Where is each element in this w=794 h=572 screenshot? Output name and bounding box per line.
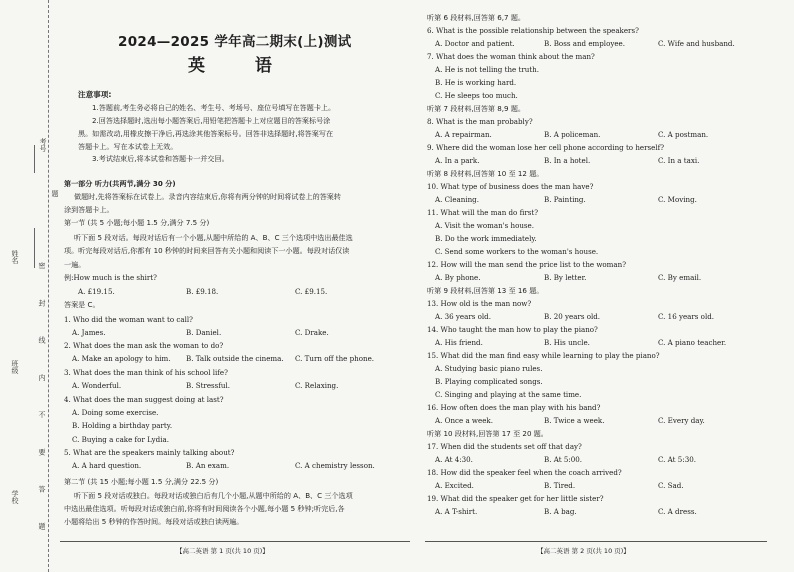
sec2-intro: 中选出最佳选项。听每段对话或独白前,你将有时间阅读各个小题,每小题 5 秒钟;听完后,各 <box>64 504 345 513</box>
option-a[interactable]: A. Studying basic piano rules. <box>435 364 543 373</box>
option-c[interactable]: C. At 5:30. <box>658 455 696 464</box>
option-b[interactable]: B. Holding a birthday party. <box>72 421 173 430</box>
question-text: 13. How old is the man now? <box>427 299 532 308</box>
option-a[interactable]: A. 36 years old. <box>435 312 491 321</box>
option-b[interactable]: B. Painting. <box>544 195 586 204</box>
part1-intro: 做题时,先将答案标在试卷上。录音内容结束后,你将有两分钟的时间将试卷上的答案转 <box>74 192 341 201</box>
option-b[interactable]: B. An exam. <box>186 461 230 470</box>
school-label: 学校 <box>11 490 19 504</box>
notes-line: 黑。如需改动,用橡皮擦干净后,再选涂其他答案标号。回答非选择题时,将答案写在 <box>78 129 334 138</box>
question-text: 11. What will the man do first? <box>427 208 538 217</box>
option-b[interactable]: B. Daniel. <box>186 328 222 337</box>
option-b[interactable]: B. At 5:00. <box>544 455 583 464</box>
sec1-intro: 项。听完每段对话后,你都有 10 秒钟的时间来回答有关小题和阅读下一小题。每段对话仅读 <box>64 246 350 255</box>
option-c[interactable]: C. Moving. <box>658 195 697 204</box>
option-b[interactable]: B. Stressful. <box>186 381 231 390</box>
notes-heading: 注意事项: <box>78 90 112 99</box>
option-b[interactable]: B. He is working hard. <box>435 78 517 87</box>
material-heading: 听第 10 段材料,回答第 17 至 20 题。 <box>427 429 548 438</box>
question-text: 7. What does the woman think about the man? <box>427 52 595 61</box>
seal-line-text: 密 封 线 内 不 要 答 题 <box>38 262 46 544</box>
question-text: 9. Where did the woman lose her cell phone according to herself? <box>427 143 665 152</box>
option-b[interactable]: B. Twice a week. <box>544 416 605 425</box>
question-text: 12. How will the man send the price list to the woman? <box>427 260 627 269</box>
footer-rule <box>425 541 767 542</box>
question-text: 14. Who taught the man how to play the piano? <box>427 325 598 334</box>
option-c[interactable]: C. Singing and playing at the same time. <box>435 390 582 399</box>
option-a[interactable]: A. Once a week. <box>435 416 493 425</box>
notes-line: 1.答题前,考生务必将自己的姓名、考生号、考场号、座位号填写在答题卡上。 <box>92 103 336 112</box>
option-a[interactable]: A. Doing some exercise. <box>72 408 159 417</box>
option-a[interactable]: A. By phone. <box>435 273 481 282</box>
question-text: 15. What did the man find easy while learning to play the piano? <box>427 351 660 360</box>
option-c[interactable]: C. By email. <box>658 273 702 282</box>
question-text: 8. What is the man probably? <box>427 117 533 126</box>
question-text: 5. What are the speakers mainly talking about? <box>64 448 235 457</box>
example-option-b: B. £9.18. <box>186 287 219 296</box>
example-answer: 答案是 C。 <box>64 300 100 309</box>
option-a[interactable]: A. Cleaning. <box>435 195 479 204</box>
sec1-intro: 听下面 5 段对话。每段对话后有一个小题,从题中所给的 A、B、C 三个选项中选出最佳选 <box>74 233 353 242</box>
option-c[interactable]: C. He sleeps too much. <box>435 91 518 100</box>
option-a[interactable]: A. His friend. <box>435 338 483 347</box>
example-option-a: A. £19.15. <box>78 287 115 296</box>
option-a[interactable]: A. A T-shirt. <box>435 507 478 516</box>
exam-no-line <box>34 145 35 173</box>
part1-heading: 第一部分 听力(共两节,满分 30 分) <box>64 179 176 188</box>
option-b[interactable]: B. 20 years old. <box>544 312 601 321</box>
page-footer: 【高二英语 第 2 页(共 10 页)】 <box>537 547 630 555</box>
option-c[interactable]: C. Buying a cake for Lydia. <box>72 435 169 444</box>
option-c[interactable]: C. Sad. <box>658 481 684 490</box>
option-b[interactable]: B. A policeman. <box>544 130 601 139</box>
sec2-intro: 听下面 5 段对话或独白。每段对话或独白后有几个小题,从题中所给的 A、B、C 三个选项 <box>74 491 353 500</box>
option-c[interactable]: C. 16 years old. <box>658 312 715 321</box>
material-heading: 听第 7 段材料,回答第 8,9 题。 <box>427 104 526 113</box>
option-c[interactable]: C. Drake. <box>295 328 329 337</box>
example-question: 例:How much is the shirt? <box>64 273 157 282</box>
name-label: 姓名 <box>11 250 19 264</box>
option-a[interactable]: A. He is not telling the truth. <box>435 65 539 74</box>
question-text: 1. Who did the woman want to call? <box>64 315 193 324</box>
option-a[interactable]: A. At 4:30. <box>435 455 473 464</box>
option-c[interactable]: C. Wife and husband. <box>658 39 735 48</box>
exam-no-label: 考号 <box>39 138 47 152</box>
seal-dashed-line <box>48 0 49 572</box>
name-line <box>34 228 35 268</box>
question-text: 17. When did the students set off that day? <box>427 442 582 451</box>
option-a[interactable]: A. Excited. <box>435 481 474 490</box>
option-b[interactable]: B. By letter. <box>544 273 587 282</box>
subject-title: 英 语 <box>188 56 294 76</box>
question-text: 19. What did the speaker get for her little sister? <box>427 494 604 503</box>
sec1-intro: 一遍。 <box>64 260 86 269</box>
option-a[interactable]: A. A hard question. <box>72 461 142 470</box>
option-a[interactable]: A. Wonderful. <box>72 381 122 390</box>
notes-line: 答题卡上。写在本试卷上无效。 <box>78 142 178 151</box>
question-text: 3. What does the man think of his school life? <box>64 368 228 377</box>
option-b[interactable]: B. Talk outside the cinema. <box>186 354 284 363</box>
binding-margin <box>0 0 62 572</box>
option-a[interactable]: A. A repairman. <box>435 130 492 139</box>
exam-title: 2024—2025 学年高二期末(上)测试 <box>118 34 352 50</box>
notes-line: 3.考试结束后,将本试卷和答题卡一并交回。 <box>92 154 229 163</box>
question-text: 6. What is the possible relationship between the speakers? <box>427 26 639 35</box>
option-c[interactable]: C. Send some workers to the woman's house. <box>435 247 599 256</box>
option-c[interactable]: C. A postman. <box>658 130 709 139</box>
page-footer: 【高二英语 第 1 页(共 10 页)】 <box>176 547 269 555</box>
sec2-heading: 第二节 (共 15 小题;每小题 1.5 分,满分 22.5 分) <box>64 477 219 486</box>
option-a[interactable]: A. Doctor and patient. <box>435 39 515 48</box>
question-text: 18. How did the speaker feel when the coach arrived? <box>427 468 622 477</box>
option-a[interactable]: A. Make an apology to him. <box>72 354 171 363</box>
option-b[interactable]: B. A bag. <box>544 507 577 516</box>
part1-intro: 涂到答题卡上。 <box>64 205 114 214</box>
option-b[interactable]: B. His uncle. <box>544 338 590 347</box>
sec1-heading: 第一节 (共 5 小题;每小题 1.5 分,满分 7.5 分) <box>64 218 210 227</box>
footer-rule <box>60 541 410 542</box>
option-c[interactable]: C. A piano teacher. <box>658 338 727 347</box>
option-a[interactable]: A. James. <box>72 328 106 337</box>
option-b[interactable]: B. Tired. <box>544 481 576 490</box>
option-c[interactable]: C. Turn off the phone. <box>295 354 375 363</box>
option-a[interactable]: A. In a park. <box>435 156 480 165</box>
option-a[interactable]: A. Visit the woman's house. <box>435 221 535 230</box>
material-heading: 听第 8 段材料,回答第 10 至 12 题。 <box>427 169 544 178</box>
question-text: 4. What does the man suggest doing at last? <box>64 395 224 404</box>
option-c[interactable]: C. In a taxi. <box>658 156 700 165</box>
material-heading: 听第 6 段材料,回答第 6,7 题。 <box>427 13 526 22</box>
option-c[interactable]: C. Relaxing. <box>295 381 339 390</box>
option-c[interactable]: C. A chemistry lesson. <box>295 461 375 470</box>
question-text: 10. What type of business does the man have? <box>427 182 594 191</box>
sec2-intro: 小题将给出 5 秒钟的作答时间。每段对话或独白读两遍。 <box>64 517 244 526</box>
class-label: 班级 <box>11 360 19 374</box>
option-b[interactable]: B. Playing complicated songs. <box>435 377 543 386</box>
question-text: 16. How often does the man play with his band? <box>427 403 601 412</box>
option-c[interactable]: C. A dress. <box>658 507 697 516</box>
seal-line-text-2: 题 <box>51 190 59 197</box>
option-b[interactable]: B. Do the work immediately. <box>435 234 537 243</box>
notes-line: 2.回答选择题时,选出每小题答案后,用铅笔把答题卡上对应题目的答案标号涂 <box>92 116 331 125</box>
example-option-c: C. £9.15. <box>295 287 328 296</box>
option-b[interactable]: B. In a hotel. <box>544 156 591 165</box>
material-heading: 听第 9 段材料,回答第 13 至 16 题。 <box>427 286 544 295</box>
question-text: 2. What does the man ask the woman to do? <box>64 341 224 350</box>
option-c[interactable]: C. Every day. <box>658 416 705 425</box>
option-b[interactable]: B. Boss and employee. <box>544 39 625 48</box>
